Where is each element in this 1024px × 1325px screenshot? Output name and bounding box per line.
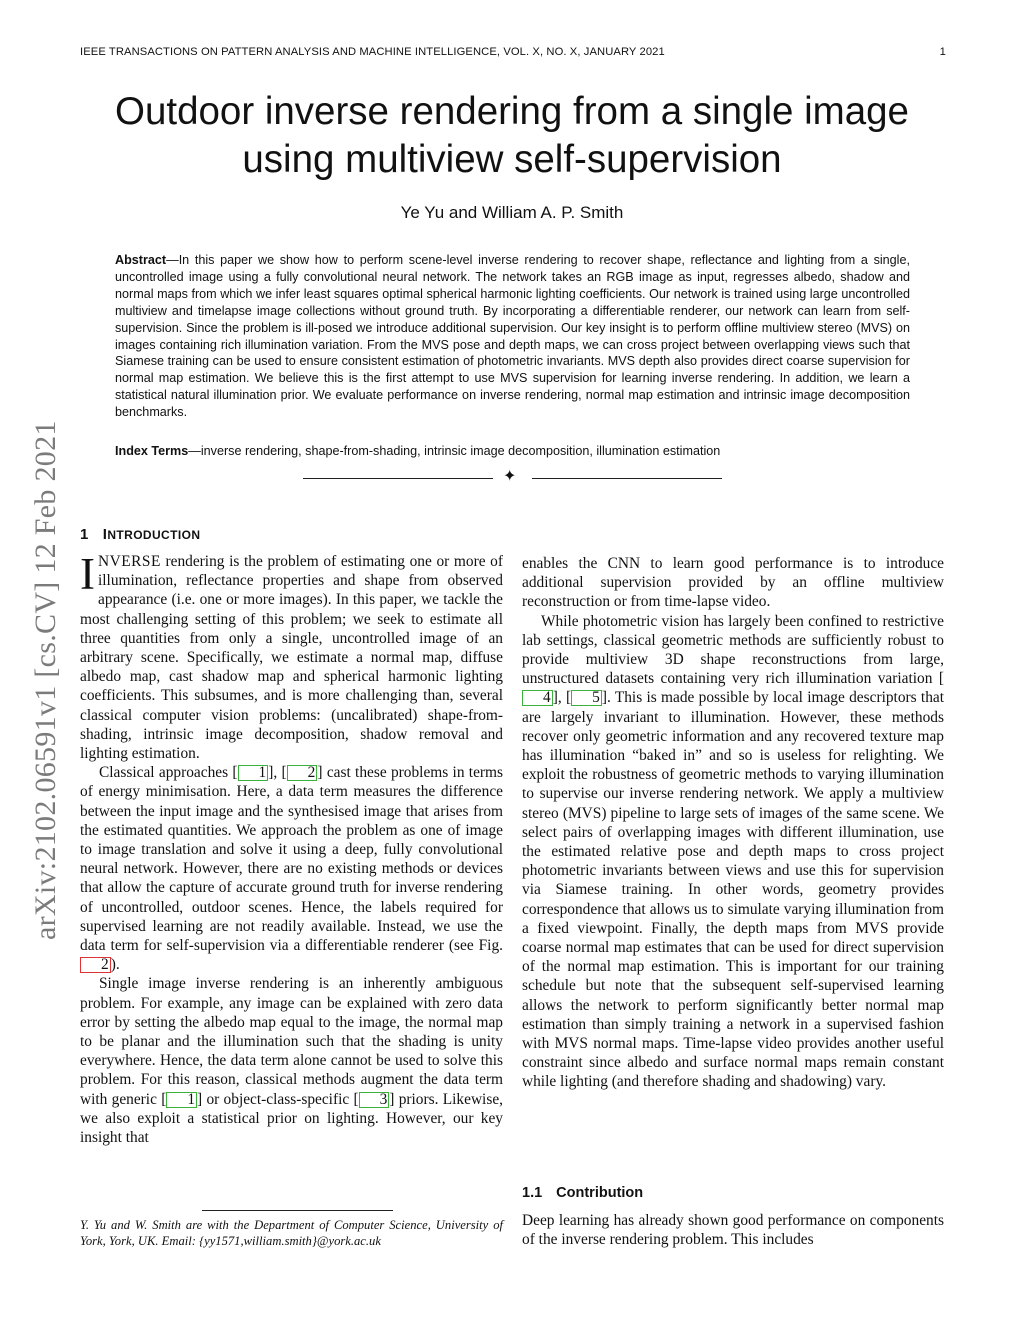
- intro-paragraph-3: Single image inverse rendering is an inherently ambiguous problem. For example, any image can be explained with zero data error by setting the albedo map equal to the image, the normal map to be planar and the illumination such that the shading is unity everywhere. Hence, the data term alone cannot be used to solve this problem. For this reason, classical methods augment the data term with generic [ 1 ] or object-class-specific [ 3 ] priors. Likewise, we also exploit a statistical prior on lighting. However, our key insight that: [80, 975, 503, 1147]
- left-column: [80, 549, 504, 1147]
- citation-link[interactable]: 4: [522, 690, 553, 706]
- subsection-title: Contribution: [556, 1185, 644, 1201]
- authors: Ye Yu and William A. P. Smith: [400, 203, 624, 222]
- abstract: [115, 252, 910, 421]
- intro-paragraph-3-continued: enables the CNN to learn good performance is to introduce additional supervision provided by an offline multiview reconstruction or from time-lapse video.: [522, 555, 944, 611]
- author-affiliation-footnote: Y. Yu and W. Smith are with the Department of Computer Science, University of York, York, UK. Email: {yy1571,william.smith}@york.ac.uk: [80, 1218, 503, 1248]
- citation-link[interactable]: 5: [571, 690, 602, 706]
- section-title-rest: NTRODUCTION: [107, 528, 201, 542]
- title-line-1: Outdoor inverse rendering from a single image: [115, 90, 909, 133]
- p3-text-c: priors. Likewise, we also exploit a statistical prior on lighting. However, our key insight that: [80, 1090, 503, 1147]
- p2-text-b: ,: [273, 764, 282, 782]
- p3-text-b: or object-class-specific: [202, 1090, 354, 1108]
- index-terms-label: Index Terms: [115, 444, 189, 458]
- page-number: 1: [939, 46, 946, 58]
- citation-link[interactable]: 2: [287, 765, 318, 781]
- subsection-heading-contribution: [522, 1185, 643, 1201]
- separator-line-right: [532, 478, 722, 479]
- r2-text-c: . This is made possible by local image descriptors that are largely invariant to illumination. However, these methods recover only geometric information and any recovered texture map has illumination “baked in” and so is useless for relighting. We exploit the robustness of geometric methods to varying illumination to supervise our inverse rendering network. We apply a multiview stereo (MVS) pipeline to large sets of images of the same scene. We select pairs of overlapping images with different illumination, use the estimated relative pose and depth maps to cross project photometric invariants between views and use this for supervision via Siamese training. In other words, geometry provides correspondence that allows us to simulate varying illumination from a fixed viewpoint. Finally, the depth maps from MVS provide coarse normal map estimates that can be used for direct supervision of the normal map estimation. This is important for our training schedule but note that the subsequent self-supervised learning allows the network to perform significantly better normal map estimation than simply training a network in a supervised fashion with MVS normal maps. Time-lapse video provides another useful constraint since albedo and surface normal maps remain constant while lighting (and therefore shading and shadowing) vary.: [522, 689, 944, 1091]
- contribution-paragraph: Deep learning has already shown good performance on components of the inverse rendering problem. This includes: [522, 1212, 944, 1249]
- section-heading-introduction: [80, 526, 200, 543]
- section-number: 1: [80, 526, 89, 543]
- drop-cap: I: [80, 549, 95, 599]
- running-header: [80, 46, 946, 58]
- p2-text-c: cast these problems in terms of energy minimisation. Here, a data term measures the difference between the input image and the synthesised image that arises from the estimated quantities. We approach the problem as one of image to image translation and solve it using a deep, fully convolutional neural network. However, there are no existing methods or devices that allow the capture of accurate ground truth for inverse rendering of uncontrolled, outdoor scenes. Hence, the labels required for supervised learning are not readily available. Instead, we use the data term for self-supervision via a differentiable renderer (see Fig.: [80, 764, 504, 955]
- footnote-rule: [202, 1210, 393, 1211]
- separator-line-left: [303, 478, 493, 479]
- journal-name: IEEE TRANSACTIONS ON PATTERN ANALYSIS AND MACHINE INTELLIGENCE, VOL. X, NO. X, JANUARY 2021: [80, 46, 665, 58]
- abstract-label: Abstract: [115, 253, 167, 267]
- separator-diamond-icon: ✦: [503, 468, 517, 485]
- right-column: [522, 554, 944, 1092]
- r2-text-b: ,: [557, 689, 566, 707]
- paper-title: [60, 88, 964, 184]
- figure-link[interactable]: 2: [80, 957, 111, 973]
- section-title-initial: I: [102, 526, 108, 543]
- subsection-number: 1.1: [522, 1185, 543, 1201]
- intro-paragraph-1-text: rendering is the problem of estimating one or more of illumination, reflectance properties and shape from observed appearance (i.e. one or more images). In this paper, we tackle the most challenging setting of this problem; we seek to estimate all three quantities from only a single, uncontrolled image of an arbitrary scene. Specifically, we estimate a normal map, diffuse albedo map, cast shadow map and spherical harmonic lighting coefficients. This subsumes, and is more challenging than, several classical computer vision problems: (uncalibrated) shape-from-shading, intrinsic image decomposition, shadow removal and lighting estimation.: [80, 553, 503, 763]
- citation-link[interactable]: 1: [238, 765, 269, 781]
- p2-text-a: Classical approaches: [99, 764, 233, 782]
- r2-text-a: While photometric vision has largely been confined to restrictive lab settings, classical geometric methods are sufficiently robust to provide multiview 3D shape reconstructions from large, unstructured datasets containing very rich illumination variation: [522, 612, 944, 688]
- title-line-2: using multiview self-supervision: [242, 138, 782, 181]
- index-terms-text: —inverse rendering, shape-from-shading, intrinsic image decomposition, illumination estimation: [188, 444, 721, 458]
- arxiv-stamp: arXiv:2102.06591v1 [cs.CV] 12 Feb 2021: [29, 420, 62, 940]
- intro-first-word: NVERSE: [98, 553, 161, 570]
- citation-link[interactable]: 3: [359, 1092, 390, 1108]
- intro-paragraph-2: Classical approaches [ 1 ], [ 2 ] cast these problems in terms of energy minimisation. Here, a data term measures the difference between the input image and the synthesised image that arises from the estimated quantities. We approach the problem as one of image to image translation and solve it using a deep, fully convolutional neural network. However, there are no existing methods or devices that allow the capture of accurate ground truth for inverse rendering of uncontrolled, outdoor scenes. Hence, the labels required for supervised learning are not readily available. Instead, we use the data term for self-supervision via a differentiable renderer (see Fig. 2 ).: [80, 764, 504, 974]
- intro-paragraph-4: While photometric vision has largely been confined to restrictive lab settings, classical geometric methods are sufficiently robust to provide multiview 3D shape reconstructions from large, unstructured datasets containing very rich illumination variation [4 ], [ 5 ]. This is made possible by local image descriptors that are largely invariant to illumination. However, these methods recover only geometric information and any recovered texture map has illumination “baked in” and so is useless for relighting. We exploit the robustness of geometric methods to varying illumination to supervise our inverse rendering network. We apply a multiview stereo (MVS) pipeline to large sets of images of the same scene. We select pairs of overlapping images with different illumination, use the estimated relative pose and depth maps to cross project photometric invariants between views and use this for supervision via Siamese training. In other words, geometry provides correspondence that allows us to simulate varying illumination from a fixed viewpoint. Finally, the depth maps from MVS provide coarse normal map estimates that can be used for direct supervision of the normal map estimation. This is important for our training schedule but note that the subsequent self-supervised learning allows the network to perform significantly better normal map estimation than simply training a network in a supervised fashion with MVS normal maps. Time-lapse video provides another useful constraint since albedo and surface normal maps remain constant while lighting (and therefore shading and shadowing) vary.: [522, 612, 944, 1091]
- section-separator: [303, 470, 722, 486]
- p2-text-d: ).: [110, 956, 120, 974]
- abstract-text: —In this paper we show how to perform scene-level inverse rendering to recover shape, reflectance and lighting from a single, uncontrolled image using a fully convolutional neural network. The network takes an RGB image as input, regresses albedo, shadow and normal maps from which we infer least squares optimal spherical harmonic lighting coefficients. Our network is trained using large uncontrolled multiview and timelapse image collections without ground truth. By incorporating a differentiable renderer, our network can learn from self-supervision. Since the problem is ill-posed we introduce additional supervision. Our key insight is to perform offline multiview stereo (MVS) on images containing rich illumination variation. From the MVS pose and depth maps, we can cross project between overlapping views such that Siamese training can be used to ensure consistent estimation of photometric invariants. MVS depth also provides direct coarse supervision for normal map estimation. We believe this is the first attempt to use MVS supervision for learning inverse rendering. In addition, we learn a statistical natural illumination prior. We evaluate performance on inverse rendering, normal map estimation and intrinsic image decomposition benchmarks.: [115, 253, 910, 420]
- intro-paragraph-1: [80, 549, 503, 763]
- p3-text-a: Single image inverse rendering is an inherently ambiguous problem. For example, any image can be explained with zero data error by setting the albedo map equal to the image, the normal map to be planar and the illumination such that the shading is unity everywhere. Hence, the data term alone cannot be used to solve this problem. For this reason, classical methods augment the data term with generic: [80, 975, 503, 1108]
- index-terms: [115, 443, 910, 460]
- citation-link[interactable]: 1: [166, 1092, 197, 1108]
